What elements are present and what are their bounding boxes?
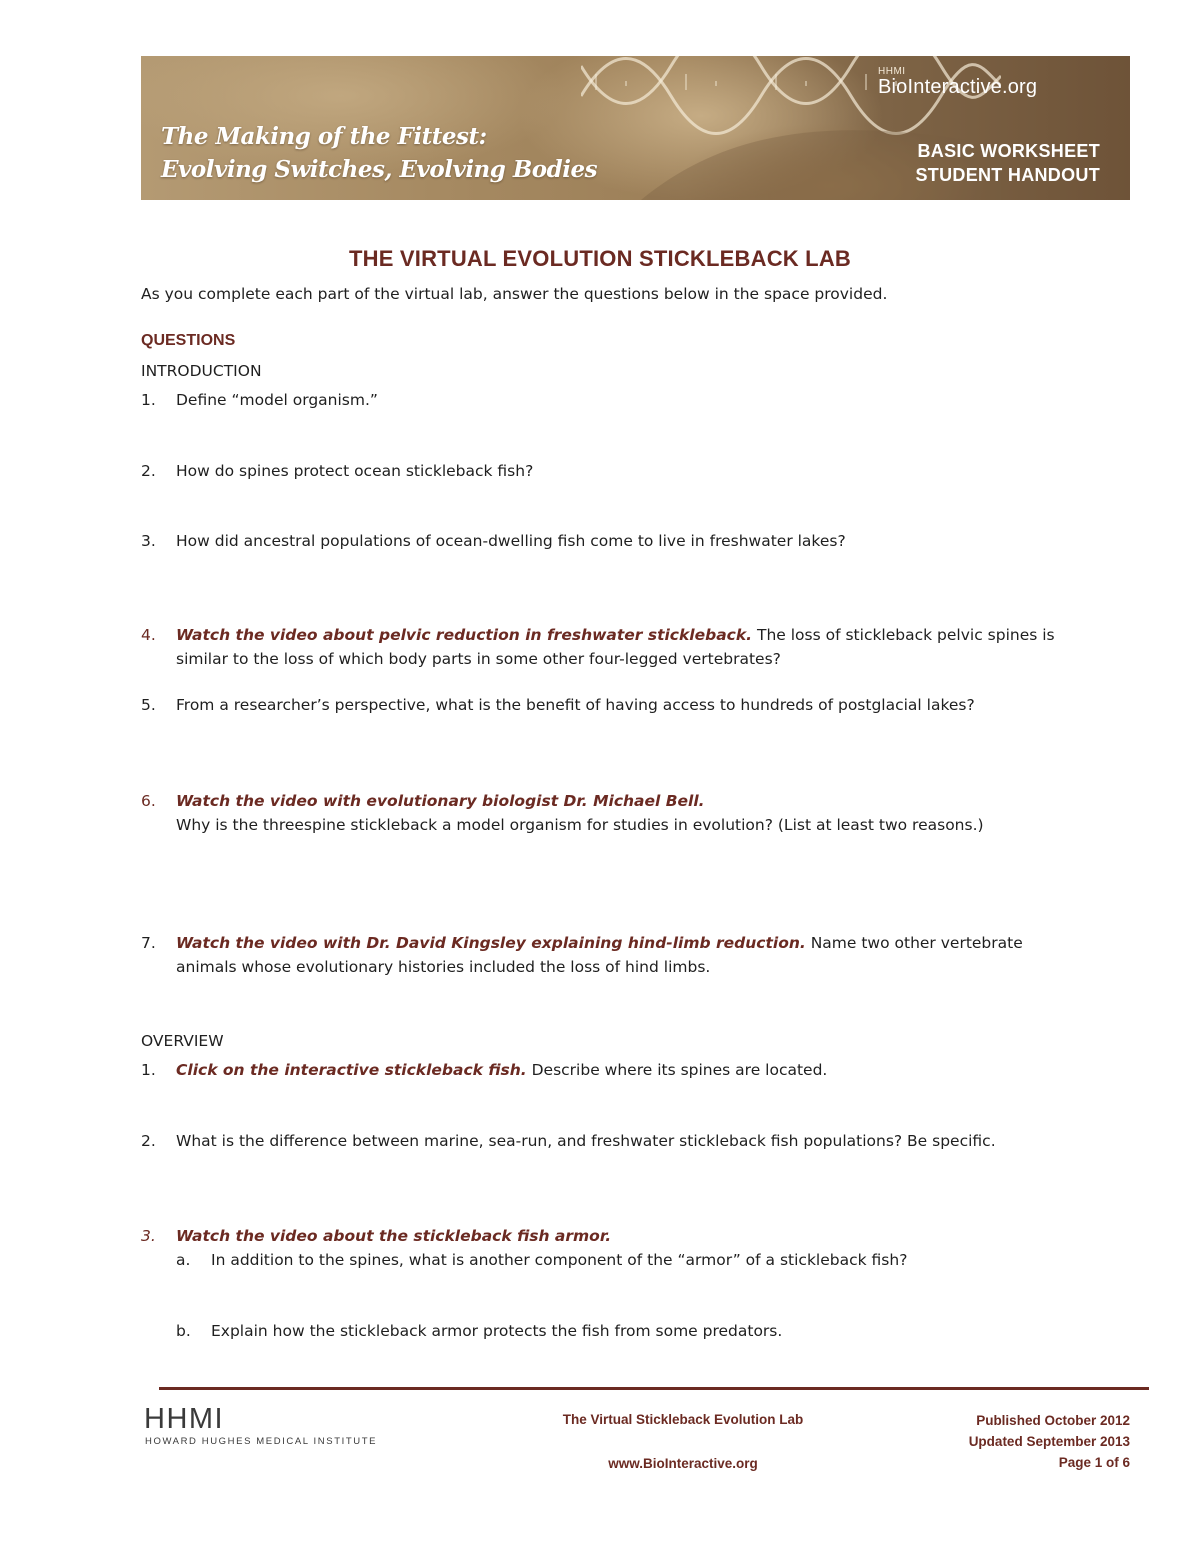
question-text-main: Describe where its spines are located. xyxy=(526,1061,828,1079)
question-text xyxy=(176,1129,996,1153)
question-text xyxy=(176,1058,827,1082)
question-text xyxy=(176,529,846,553)
question-text xyxy=(176,1224,611,1248)
hhmi-logo: HHMI xyxy=(144,1403,225,1435)
question-text-continued: animals whose evolutionary histories included the loss of hind limbs. xyxy=(176,958,711,976)
video-instruction: Watch the video with Dr. David Kingsley explaining hind-limb reduction. xyxy=(176,934,806,952)
subquestion-text: Explain how the stickleback armor protects the fish from some predators. xyxy=(211,1322,783,1340)
question-number: 3. xyxy=(141,1227,156,1245)
question-text-main: What is the difference between marine, sea-run, and freshwater stickleback fish populations? Be specific. xyxy=(176,1132,996,1150)
question-text-main: Define “model organism.” xyxy=(176,391,378,409)
series-title-line2: Evolving Switches, Evolving Bodies xyxy=(161,156,598,183)
page-title: THE VIRTUAL EVOLUTION STICKLEBACK LAB xyxy=(349,246,851,271)
updated-date: Updated September 2013 xyxy=(968,1434,1130,1449)
worksheet-tag xyxy=(916,139,1101,187)
page-number: Page 1 of 6 xyxy=(1058,1455,1130,1470)
subquestion-text: In addition to the spines, what is another component of the “armor” of a stickleback fish? xyxy=(211,1251,908,1269)
question-number: 1. xyxy=(141,1061,156,1079)
question-text xyxy=(176,931,1023,979)
question-number: 5. xyxy=(141,696,156,714)
series-title-line1: The Making of the Fittest: xyxy=(161,123,487,150)
question-text-main: Name two other vertebrate xyxy=(805,934,1023,952)
questions-heading: QUESTIONS xyxy=(141,332,236,349)
question-text-main: How did ancestral populations of ocean-dwelling fish come to live in freshwater lakes? xyxy=(176,532,846,550)
question-text-continued: Why is the threespine stickleback a model organism for studies in evolution? (List at least two reasons.) xyxy=(176,816,984,834)
question-number: 2. xyxy=(141,1132,156,1150)
video-instruction: Watch the video about pelvic reduction in freshwater stickleback. xyxy=(176,626,753,644)
worksheet-tag-line2: STUDENT HANDOUT xyxy=(915,165,1100,185)
question-number: 4. xyxy=(141,626,156,644)
question-text xyxy=(176,459,533,483)
interactive-instruction: Click on the interactive stickleback fish. xyxy=(176,1061,527,1079)
footer-dates xyxy=(969,1410,1130,1473)
question-text-continued: similar to the loss of which body parts in some other four-legged vertebrates? xyxy=(176,650,781,668)
question-number: 6. xyxy=(141,792,156,810)
question-text xyxy=(176,623,1055,671)
footer-website-link[interactable]: www.BioInteractive.org xyxy=(608,1456,758,1471)
question-text-main: The loss of stickleback pelvic spines is xyxy=(752,626,1055,644)
published-date: Published October 2012 xyxy=(976,1413,1130,1428)
institute-name: HOWARD HUGHES MEDICAL INSTITUTE xyxy=(145,1436,378,1447)
footer-lab-title: The Virtual Stickleback Evolution Lab xyxy=(562,1412,804,1427)
intro-text: As you complete each part of the virtual lab, answer the questions below in the space provided. xyxy=(141,285,888,303)
question-text xyxy=(176,693,975,717)
subquestion-letter: a. xyxy=(176,1251,191,1269)
overview-heading: OVERVIEW xyxy=(141,1032,224,1050)
introduction-heading: INTRODUCTION xyxy=(141,362,262,380)
series-title xyxy=(161,120,597,186)
question-text-main: How do spines protect ocean stickleback fish? xyxy=(176,462,534,480)
video-instruction: Watch the video with evolutionary biologist Dr. Michael Bell. xyxy=(176,792,705,810)
hhmi-small-logo: HHMI xyxy=(878,66,906,77)
question-text xyxy=(176,789,984,837)
subquestion-letter: b. xyxy=(176,1322,191,1340)
footer-divider xyxy=(159,1387,1149,1390)
question-text-main: From a researcher’s perspective, what is the benefit of having access to hundreds of postglacial lakes? xyxy=(176,696,975,714)
question-number: 7. xyxy=(141,934,156,952)
question-text xyxy=(176,388,378,412)
question-number: 1. xyxy=(141,391,156,409)
header-banner xyxy=(141,56,1130,200)
worksheet-tag-line1: BASIC WORKSHEET xyxy=(917,141,1100,161)
question-number: 2. xyxy=(141,462,156,480)
question-number: 3. xyxy=(141,532,156,550)
biointeractive-logo: BioInteractive.org xyxy=(878,76,1038,98)
video-instruction: Watch the video about the stickleback fish armor. xyxy=(176,1227,612,1245)
